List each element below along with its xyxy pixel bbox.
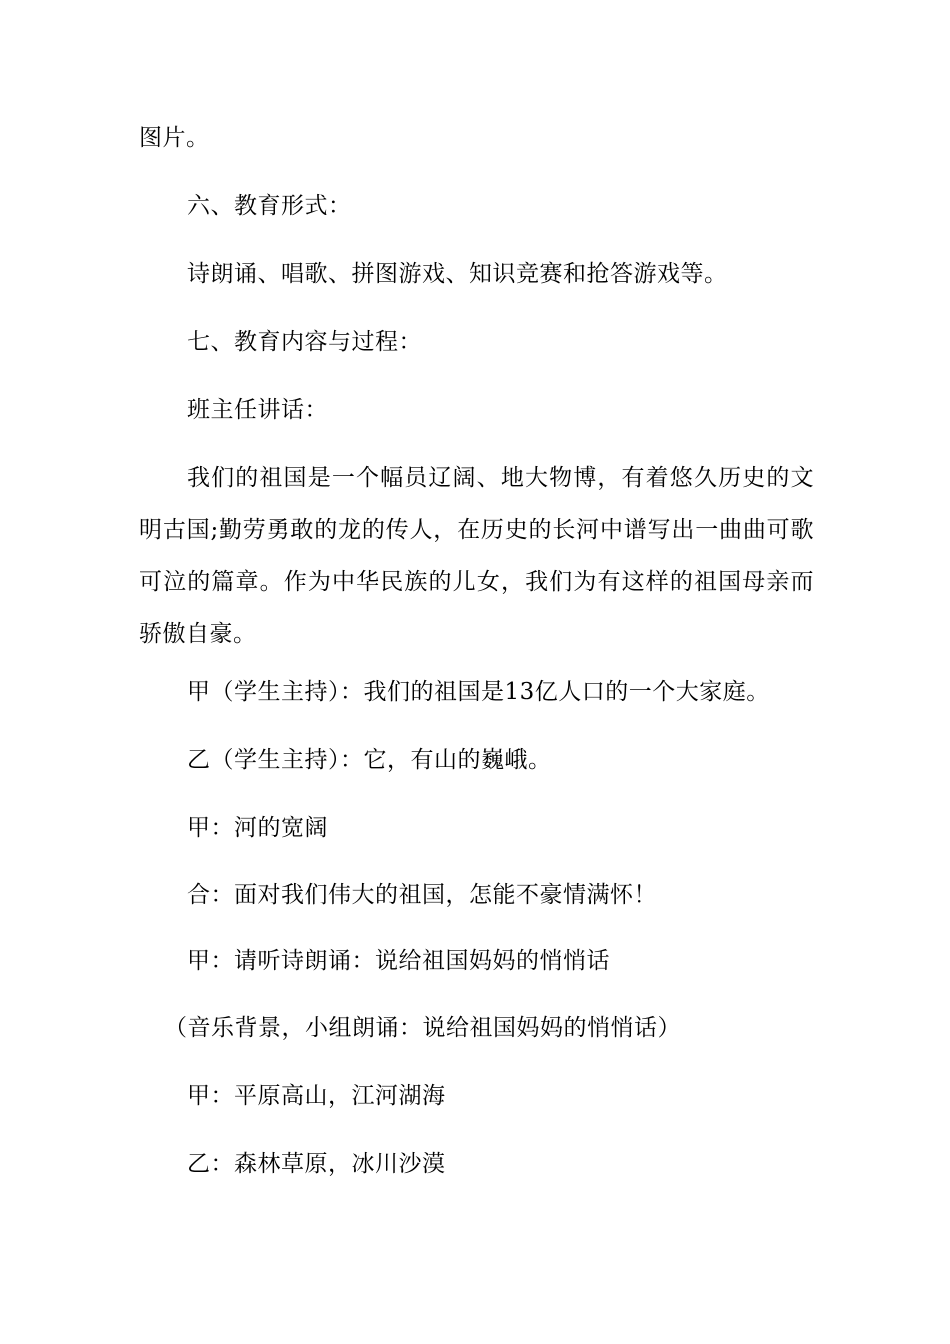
dialogue-line: 合：面对我们伟大的祖国，怎能不豪情满怀！ — [187, 882, 657, 908]
dialogue-line: 甲：河的宽阔 — [187, 815, 328, 841]
dialogue-line: 甲：平原高山，江河湖海 — [187, 1083, 446, 1109]
teacher-speech-label: 班主任讲话： — [187, 397, 328, 423]
section-six-body: 诗朗诵、唱歌、拼图游戏、知识竞赛和抢答游戏等。 — [187, 261, 728, 287]
dialogue-line: （音乐背景，小组朗诵：说给祖国妈妈的悄悄话） — [164, 1015, 681, 1041]
dialogue-line: 乙（学生主持）：它，有山的巍峨。 — [187, 747, 552, 773]
dialogue-line: 乙：森林草原，冰川沙漠 — [187, 1151, 446, 1177]
teacher-speech-paragraph: 我们的祖国是一个幅员辽阔、地大物博，有着悠久历史的文明古国;勤劳勇敢的龙的传人，在历史的长河中谱写出一曲曲可歌可泣的篇章。作为中华民族的儿女，我们为有这样的祖国母亲而骄傲自豪。 — [139, 465, 814, 647]
dialogue-line: 甲（学生主持）：我们的祖国是13亿人口的一个大家庭。 — [187, 679, 770, 705]
section-seven-heading: 七、教育内容与过程： — [187, 329, 422, 355]
continuation-text: 图片。 — [139, 125, 210, 151]
section-six-heading: 六、教育形式： — [187, 193, 352, 219]
dialogue-line: 甲：请听诗朗诵：说给祖国妈妈的悄悄话 — [187, 948, 610, 974]
